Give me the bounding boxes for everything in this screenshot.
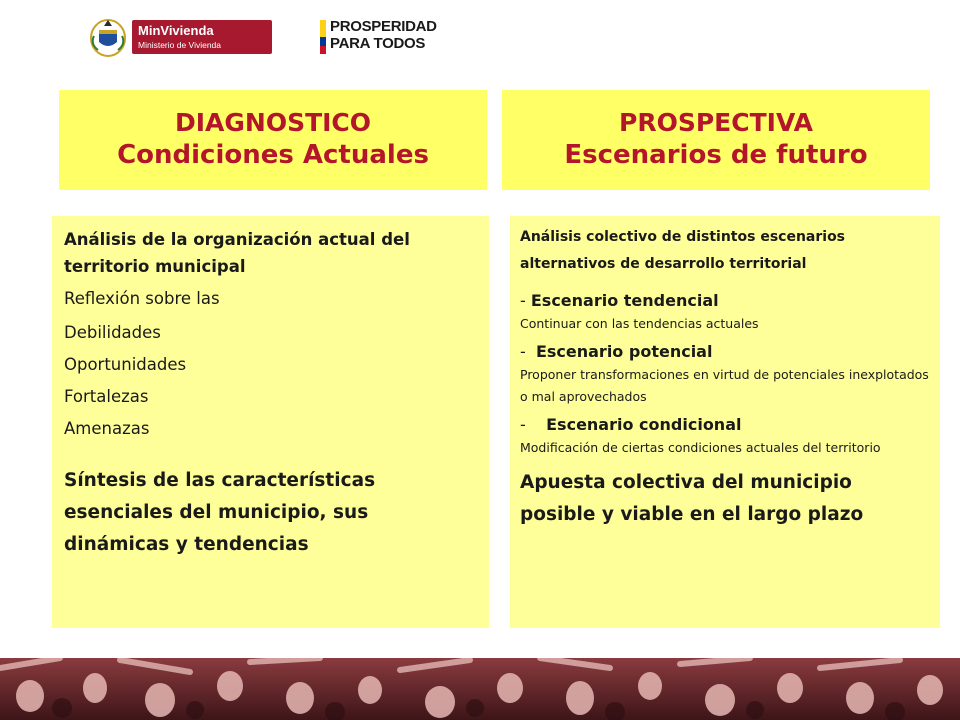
scenario-title: Escenario potencial (535, 342, 713, 361)
scenario-dash: - (520, 342, 536, 361)
colombia-flag-icon (320, 20, 326, 54)
scenario-dash: - (520, 415, 547, 434)
reflection-label: Reflexión sobre las (64, 289, 220, 308)
minvivienda-logo (132, 20, 272, 54)
scenario-potencial (520, 340, 930, 408)
slogan-line-1: PROSPERIDAD (330, 18, 437, 35)
coat-of-arms-icon (88, 16, 128, 58)
ministry-subtitle: Ministerio de Vivienda (138, 40, 221, 50)
scenario-condicional (520, 413, 930, 459)
ministry-name: MinVivienda (138, 23, 214, 38)
prospectiva-header (502, 90, 930, 190)
crowd-photo-band (0, 658, 960, 720)
prospectiva-title: PROSPECTIVA (619, 108, 813, 137)
swot-item-fortalezas: Fortalezas (64, 387, 149, 406)
diagnostico-title: DIAGNOSTICO (174, 108, 372, 137)
diagnostico-header (59, 90, 487, 190)
scenario-description: Modificación de ciertas condiciones actuales del territorio (520, 440, 881, 455)
scenario-title: Escenario tendencial (530, 291, 719, 310)
swot-item-oportunidades: Oportunidades (64, 355, 187, 374)
slogan-line-2: PARA TODOS (330, 35, 426, 52)
scenario-dash: - (520, 291, 531, 310)
prospectiva-subtitle: Escenarios de futuro (564, 140, 868, 170)
scenario-tendencial (520, 289, 930, 335)
collective-bet-text: Apuesta colectiva del municipio posible y viable en el largo plazo (520, 472, 864, 525)
synthesis-text: Síntesis de las características esenciales del municipio, sus dinámicas y tendencias (64, 470, 376, 555)
scenario-title: Escenario condicional (546, 415, 742, 434)
prospectiva-analysis-title: Análisis colectivo de distintos escenarios alternativos de desarrollo territorial (520, 229, 846, 272)
swot-item-amenazas: Amenazas (64, 419, 150, 438)
scenario-description: Proponer transformaciones en virtud de potenciales inexplotados o mal aprovechados (520, 367, 929, 404)
diagnostico-subtitle: Condiciones Actuales (117, 140, 429, 170)
swot-list (64, 317, 477, 445)
diagnostico-panel (52, 216, 489, 628)
diagnostico-analysis-title: Análisis de la organización actual del territorio municipal (64, 230, 410, 276)
prosperidad-logo (330, 18, 437, 52)
prospectiva-panel (510, 216, 940, 628)
crowd-photo-image (0, 658, 960, 720)
scenario-description: Continuar con las tendencias actuales (520, 316, 759, 331)
header-logos (88, 14, 437, 60)
swot-item-debilidades: Debilidades (64, 323, 161, 342)
